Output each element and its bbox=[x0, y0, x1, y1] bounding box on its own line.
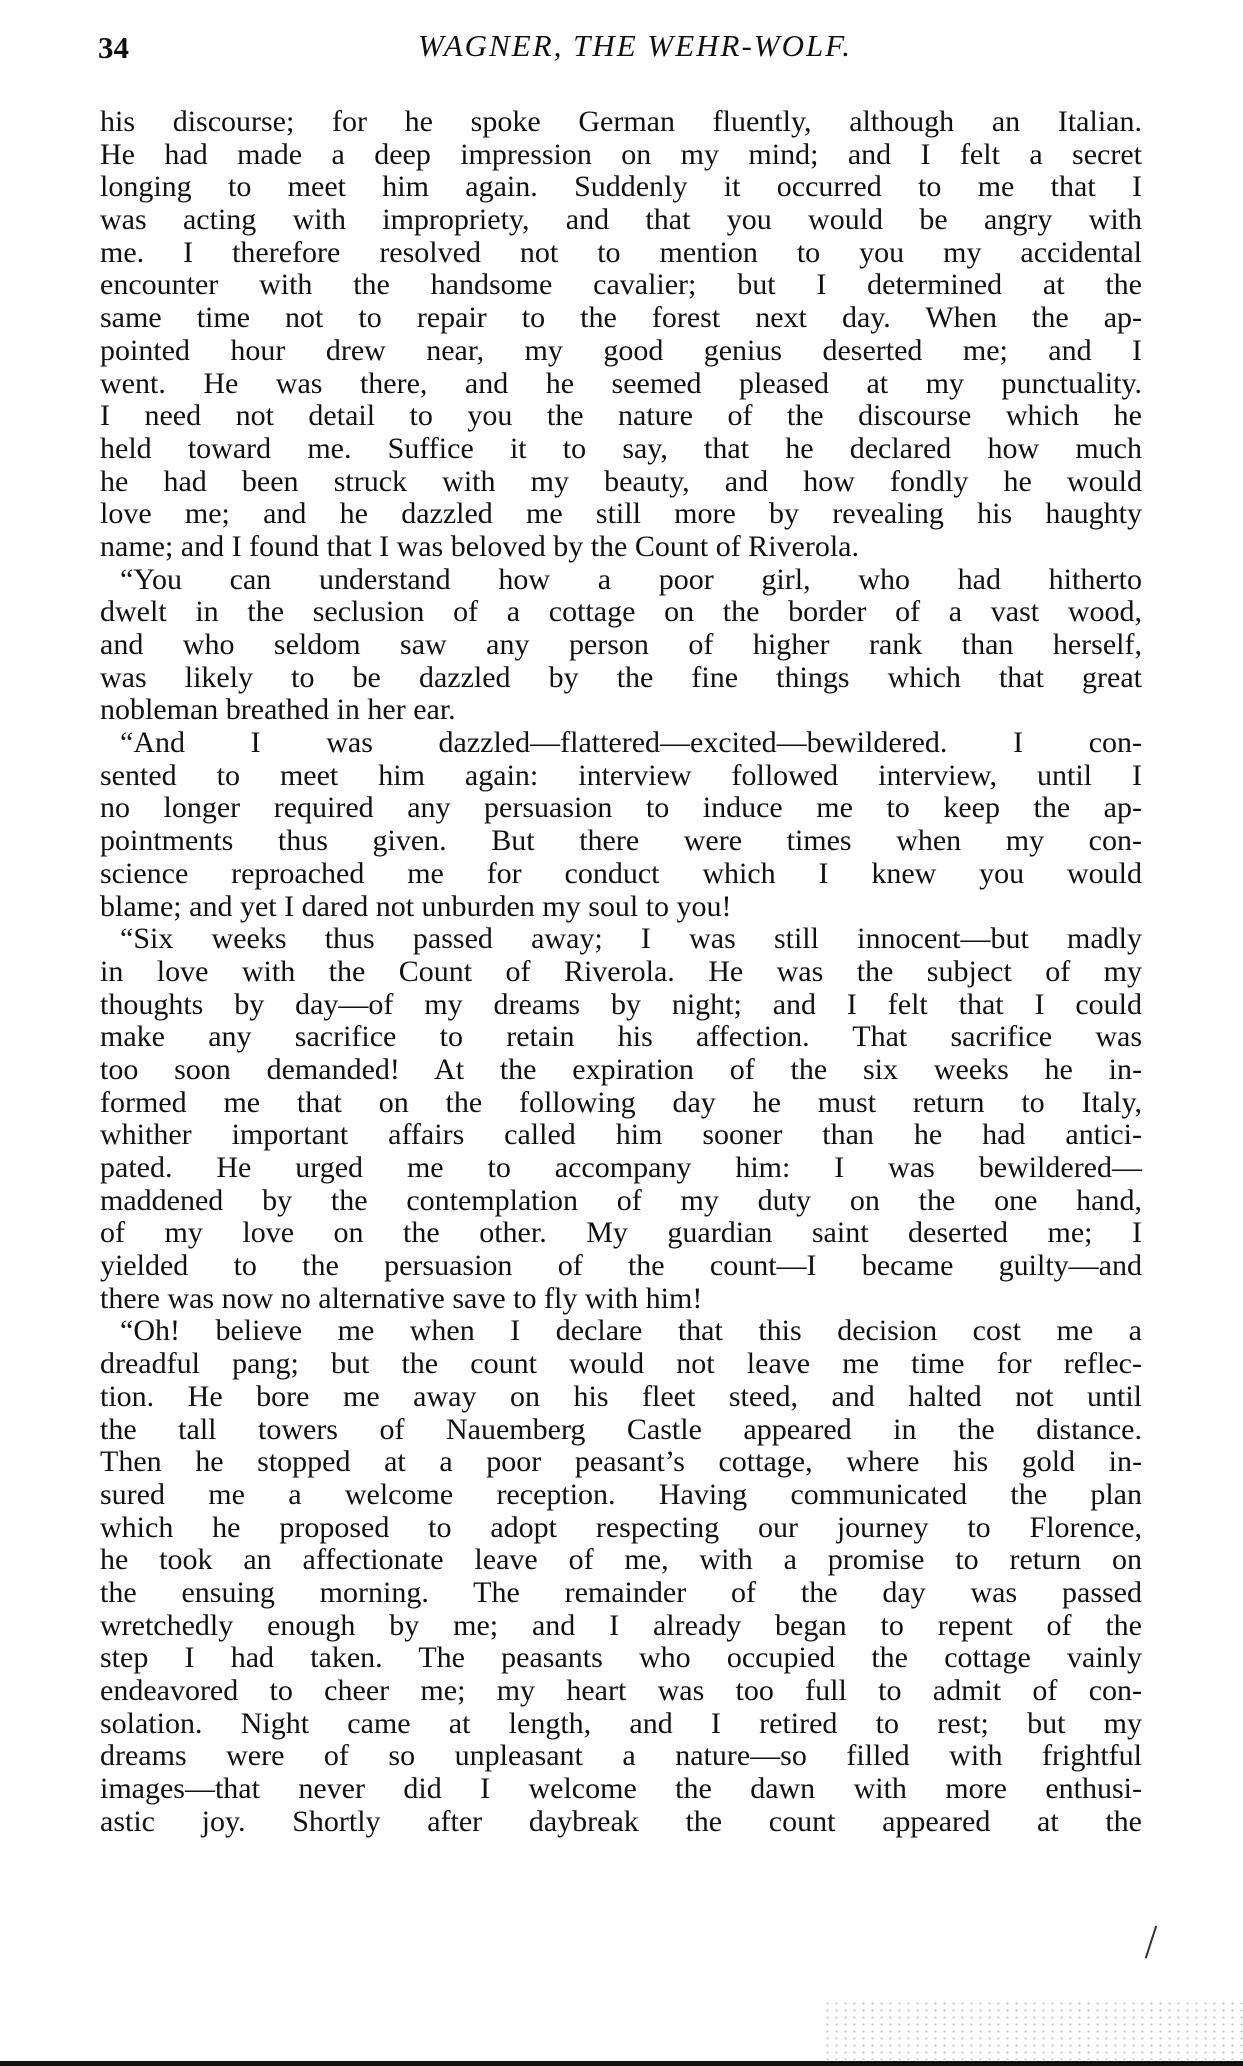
text-line: too soon demanded! At the expiration of the six weeks he in- bbox=[100, 1052, 1142, 1086]
text-line: science reproached me for conduct which I knew you would bbox=[100, 856, 1142, 890]
paragraph bbox=[100, 106, 1142, 564]
text-line: his discourse; for he spoke German fluently, although an Italian. bbox=[100, 105, 1142, 138]
text-line: same time not to repair to the forest next day. When the ap- bbox=[100, 301, 1142, 335]
page-number: 34 bbox=[98, 30, 129, 65]
text-line: endeavored to cheer me; my heart was too full to admit of con- bbox=[100, 1674, 1142, 1707]
text-line: which he proposed to adopt respecting our journey to Florence, bbox=[100, 1510, 1142, 1544]
text-line: “You can understand how a poor girl, who had hitherto bbox=[120, 562, 1142, 596]
text-line: held toward me. Suffice it to say, that he declared how much bbox=[100, 431, 1142, 465]
text-line: I need not detail to you the nature of the discourse which he bbox=[100, 399, 1142, 433]
text-line: he took an affectionate leave of me, with a promise to return on bbox=[100, 1543, 1142, 1577]
text-line: formed me that on the following day he must return to Italy, bbox=[100, 1085, 1142, 1119]
text-line: maddened by the contemplation of my duty on the one hand, bbox=[100, 1183, 1142, 1217]
text-line: sured me a welcome reception. Having communicated the plan bbox=[100, 1477, 1142, 1511]
page-edge bbox=[0, 2061, 1243, 2066]
text-line: Then he stopped at a poor peasant’s cottage, where his gold in- bbox=[100, 1445, 1142, 1479]
text-line: went. He was there, and he seemed pleased at my punctuality. bbox=[100, 366, 1142, 400]
text-line: encounter with the handsome cavalier; but I determined at the bbox=[100, 268, 1142, 302]
text-line: dreadful pang; but the count would not leave me time for reflec- bbox=[100, 1347, 1142, 1381]
text-line: was likely to be dazzled by the fine things which that great bbox=[100, 660, 1142, 694]
text-line: solation. Night came at length, and I retired to rest; but my bbox=[100, 1706, 1142, 1740]
text-line: dreams were of so unpleasant a nature—so filled with frightful bbox=[100, 1739, 1142, 1773]
text-line: the ensuing morning. The remainder of the day was passed bbox=[100, 1575, 1142, 1609]
text-line: tion. He bore me away on his fleet steed, and halted not until bbox=[100, 1379, 1142, 1413]
running-title: WAGNER, THE WEHR-WOLF. bbox=[418, 28, 852, 63]
paragraph bbox=[100, 1315, 1142, 1838]
text-line: and who seldom saw any person of higher rank than herself, bbox=[100, 628, 1142, 661]
paragraph bbox=[100, 727, 1142, 923]
text-line: yielded to the persuasion of the count—I became guilty—and bbox=[100, 1249, 1142, 1283]
paragraph bbox=[100, 923, 1142, 1315]
text-line: pointed hour drew near, my good genius deserted me; and I bbox=[100, 333, 1142, 367]
text-line: no longer required any persuasion to induce me to keep the ap- bbox=[100, 791, 1142, 825]
body-text bbox=[100, 106, 1142, 1838]
text-line: he had been struck with my beauty, and how fondly he would bbox=[100, 464, 1142, 498]
text-line: of my love on the other. My guardian saint deserted me; I bbox=[100, 1216, 1142, 1250]
text-line: pointments thus given. But there were times when my con- bbox=[100, 824, 1142, 858]
text-line: me. I therefore resolved not to mention to you my accidental bbox=[100, 235, 1142, 269]
text-line: “Oh! believe me when I declare that this decision cost me a bbox=[120, 1314, 1142, 1348]
text-line: sented to meet him again: interview followed interview, until I bbox=[100, 758, 1142, 792]
text-line: step I had taken. The peasants who occupied the cottage vainly bbox=[100, 1641, 1142, 1675]
text-line: there was now no alternative save to fly with him! bbox=[100, 1281, 703, 1315]
text-line: nobleman breathed in her ear. bbox=[100, 693, 456, 727]
pencil-mark bbox=[1145, 1926, 1157, 1959]
text-line: blame; and yet I dared not unburden my soul to you! bbox=[100, 889, 732, 923]
text-line: whither important affairs called him sooner than he had antici- bbox=[100, 1118, 1142, 1152]
text-line: wretchedly enough by me; and I already began to repent of the bbox=[100, 1608, 1142, 1642]
text-line: He had made a deep impression on my mind; and I felt a secret bbox=[100, 137, 1142, 171]
text-line: dwelt in the seclusion of a cottage on the border of a vast wood, bbox=[100, 595, 1142, 629]
text-line: “Six weeks thus passed away; I was still innocent—but madly bbox=[120, 922, 1142, 956]
paragraph bbox=[100, 564, 1142, 727]
text-line: was acting with impropriety, and that you would be angry with bbox=[100, 203, 1142, 237]
scan-noise bbox=[823, 2000, 1243, 2060]
text-line: make any sacrifice to retain his affection. That sacrifice was bbox=[100, 1020, 1142, 1054]
text-line: thoughts by day—of my dreams by night; and I felt that I could bbox=[100, 987, 1142, 1021]
text-line: name; and I found that I was beloved by the Count of Riverola. bbox=[100, 529, 859, 563]
text-line: love me; and he dazzled me still more by revealing his haughty bbox=[100, 497, 1142, 531]
text-line: astic joy. Shortly after daybreak the count appeared at the bbox=[100, 1804, 1142, 1838]
text-line: images—that never did I welcome the dawn with more enthusi- bbox=[100, 1772, 1142, 1806]
text-line: longing to meet him again. Suddenly it occurred to me that I bbox=[100, 170, 1142, 204]
text-line: in love with the Count of Riverola. He was the subject of my bbox=[100, 954, 1142, 988]
text-line: “And I was dazzled—flattered—excited—bewildered. I con- bbox=[120, 726, 1142, 760]
text-line: the tall towers of Nauemberg Castle appeared in the distance. bbox=[100, 1412, 1142, 1446]
text-line: pated. He urged me to accompany him: I was bewildered— bbox=[100, 1151, 1142, 1184]
